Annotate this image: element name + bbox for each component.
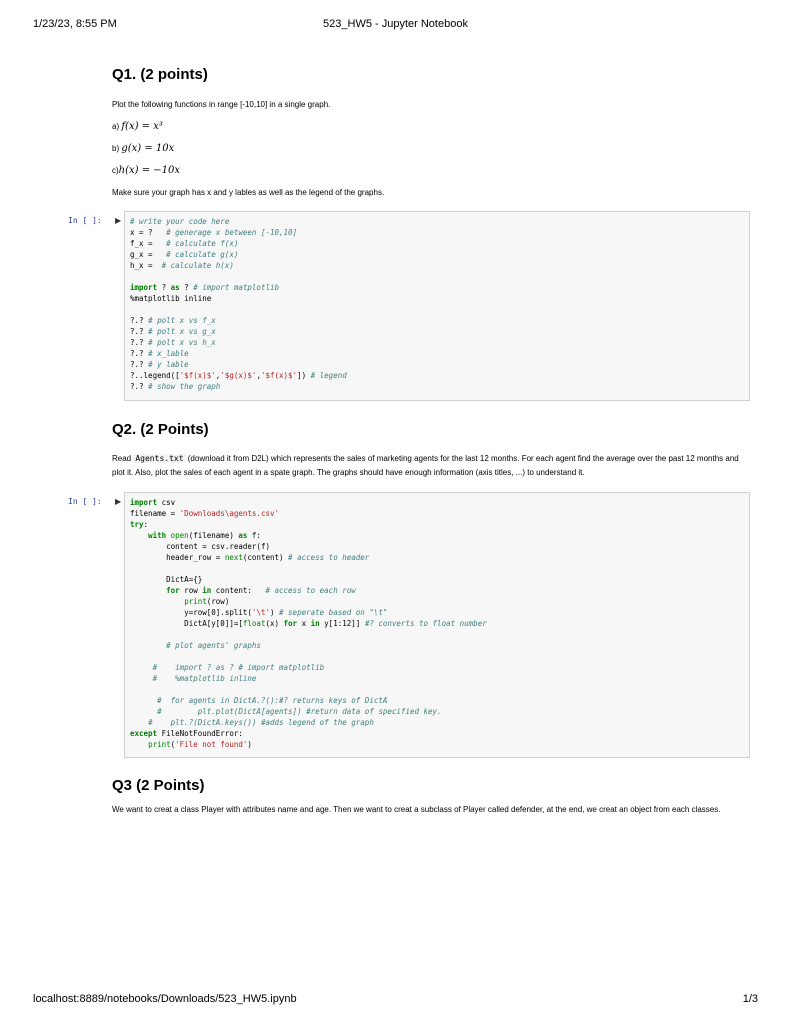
code-line	[130, 563, 749, 574]
q1-func-f: f(x) = x³	[121, 121, 163, 132]
q1-note-block	[112, 186, 752, 200]
q1-item-c: c)h(x) = −10x	[112, 165, 181, 176]
code-line: h_x = # calculate h(x)	[130, 261, 234, 270]
q2-code-cell[interactable]	[124, 492, 750, 758]
q1-intro-block	[112, 98, 752, 112]
code-line	[130, 271, 749, 282]
q2-description: Read Agents.txt (download it from D2L) which represents the sales of marketing agents for the last 12 months. For each agent find the average over the past 12 months and plot it. Also, plot the sales of each agent in a spate graph. The graphs should have enough information (axis titles, ...) to understand it.	[112, 454, 739, 477]
q1-code-cell[interactable]	[124, 211, 750, 401]
code-line: DictA[y[0]]=[float(x) for x in y[1:12]] #? converts to float number	[130, 619, 487, 628]
code-line: g_x = # calculate g(x)	[130, 250, 239, 259]
code-line: %matplotlib inline	[130, 294, 212, 303]
code-line: # %matplotlib inline	[152, 674, 257, 683]
code-line: ?.? # polt x vs f_x	[130, 316, 216, 325]
code-line: with open(filename) as f:	[148, 531, 261, 540]
code-line: ?.? # polt x vs h_x	[130, 338, 216, 347]
q2-filename: Agents.txt	[135, 454, 184, 463]
q1-item-b: b) g(x) = 10x	[112, 143, 175, 154]
print-date: 1/23/23, 8:55 PM	[33, 18, 117, 30]
print-title: 523_HW5 - Jupyter Notebook	[323, 18, 468, 30]
code-line: print(row)	[184, 597, 230, 606]
q1-code-editor[interactable]	[130, 216, 749, 392]
q3-markdown-cell	[112, 777, 752, 794]
q2-description-block	[112, 452, 752, 480]
q2-cell-prompt: In [ ]:	[68, 497, 102, 506]
code-line: try:	[130, 520, 149, 529]
code-line: # plot agents' graphs	[166, 641, 261, 650]
run-cell-icon[interactable]: ▶	[115, 216, 122, 225]
q3-description: We want to creat a class Player with attributes name and age. Then we want to creat a subclass of Player called defender, at the end, we creat an object from each classes.	[112, 805, 721, 814]
code-line: ?.? # y lable	[130, 360, 189, 369]
code-line: import ? as ? # import matplotlib	[130, 283, 280, 292]
code-line: content = csv.reader(f)	[130, 542, 270, 551]
q1-intro: Plot the following functions in range [-10,10] in a single graph.	[112, 100, 331, 109]
q2-markdown-cell	[112, 421, 752, 438]
q1-cell-prompt: In [ ]:	[68, 216, 102, 225]
code-line: f_x = # calculate f(x)	[130, 239, 239, 248]
code-line: # import ? as ? # import matplotlib	[152, 663, 325, 672]
q1-markdown-cell	[112, 66, 752, 83]
q1-func-g: g(x) = 10x	[121, 143, 175, 154]
code-line: DictA={}	[130, 575, 203, 584]
q1-func-h: h(x) = −10x	[118, 165, 181, 176]
code-line	[130, 651, 749, 662]
code-line: except FileNotFoundError:	[130, 729, 243, 738]
code-line: # plt.plot(DictA[agents]) #return data of specified key.	[157, 707, 442, 716]
code-line: print('File not found')	[148, 740, 252, 749]
code-line: for row in content: # access to each row	[166, 586, 356, 595]
print-page-number: 1/3	[742, 993, 758, 1005]
code-line: ?.? # polt x vs g_x	[130, 327, 216, 336]
q2-code-editor[interactable]	[130, 497, 749, 750]
code-line: ?..legend(['$f(x)$','$g(x)$','$f(x)$']) # legend	[130, 371, 347, 380]
q1-note: Make sure your graph has x and y lables as well as the legend of the graphs.	[112, 188, 385, 197]
print-footer	[33, 993, 758, 1007]
code-line	[130, 629, 749, 640]
q2-heading: Q2. (2 Points)	[112, 421, 209, 438]
q3-description-block	[112, 803, 752, 817]
print-header	[33, 18, 758, 32]
code-line: import csv	[130, 498, 176, 507]
q1-item-a: a) f(x) = x³	[112, 121, 163, 132]
run-cell-icon[interactable]: ▶	[115, 497, 122, 506]
code-line: # for agents in DictA.?():#? returns keys of DictA	[157, 696, 388, 705]
code-line: header_row = next(content) # access to header	[130, 553, 370, 562]
code-line: ?.? # show the graph	[130, 382, 221, 391]
code-line	[130, 684, 749, 695]
code-line: filename = 'Downloads\agents.csv'	[130, 509, 280, 518]
q1-heading: Q1. (2 points)	[112, 66, 208, 83]
code-line: ?.? # x_lable	[130, 349, 189, 358]
code-line	[130, 304, 749, 315]
q3-heading: Q3 (2 Points)	[112, 777, 205, 794]
code-line: # plt.?(DictA.keys()) #adds legend of the graph	[148, 718, 374, 727]
code-line: # write your code here	[130, 217, 230, 226]
code-line: y=row[0].split('\t') # seperate based on "\t"	[130, 608, 388, 617]
code-line: x = ? # generage x between [-10,10]	[130, 228, 298, 237]
print-url: localhost:8889/notebooks/Downloads/523_HW5.ipynb	[33, 993, 297, 1005]
